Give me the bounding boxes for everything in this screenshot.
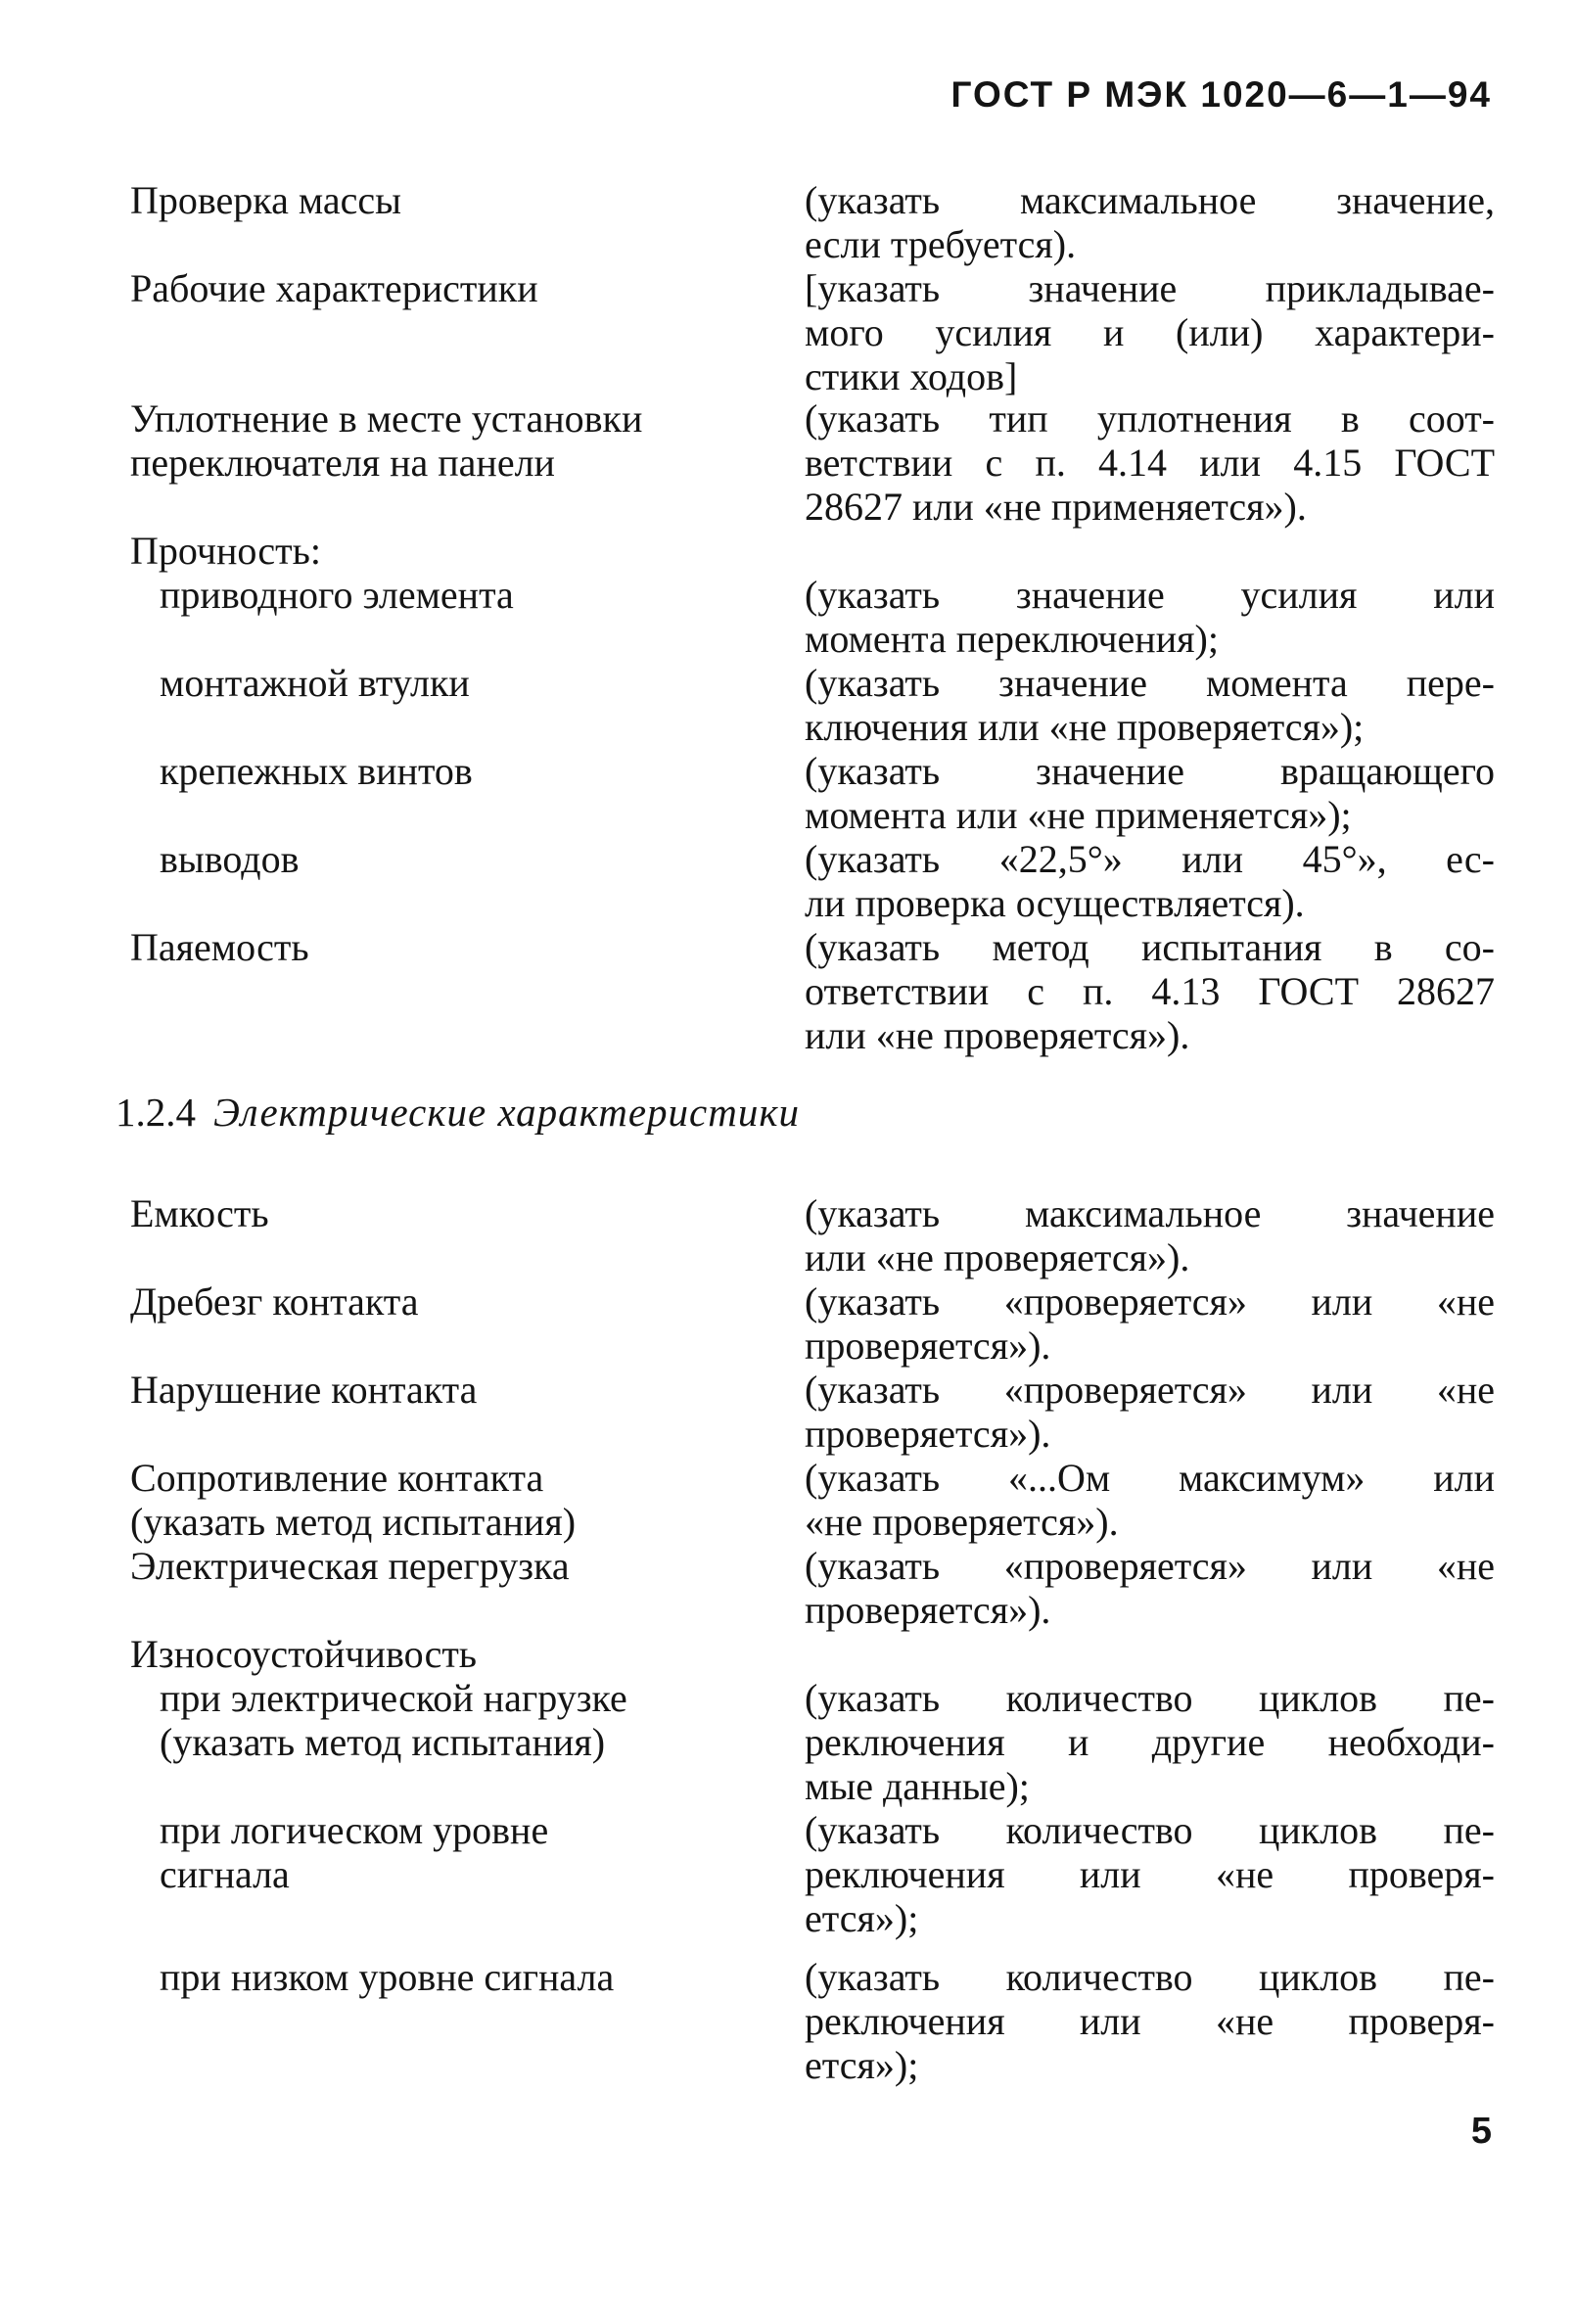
row-right-low-level: (указать количество циклов пе- реключения или «не проверя- ется»); bbox=[805, 1955, 1495, 2087]
row-right-solderability: (указать метод испытания в со- ответствии с п. 4.13 ГОСТ 28627 или «не проверяется»). bbox=[805, 925, 1495, 1057]
row-right-bounce: (указать «проверяется» или «не проверяется»). bbox=[805, 1279, 1495, 1368]
row-left-operating: Рабочие характеристики bbox=[130, 266, 538, 310]
row-left-actuator: приводного элемента bbox=[130, 573, 514, 617]
page-number: 5 bbox=[1470, 2111, 1492, 2152]
row-left-electrical-load: при электрической нагрузке (указать метод испытания) bbox=[130, 1676, 627, 1764]
row-left-mass: Проверка массы bbox=[130, 178, 402, 222]
row-right-screws: (указать значение вращающего момента или «не применяется»); bbox=[805, 749, 1495, 837]
row-right-operating: [указать значение прикладывае- мого усилия и (или) характери- стики ходов] bbox=[805, 266, 1495, 398]
row-left-terminals: выводов bbox=[130, 837, 300, 881]
row-left-endurance: Износоустойчивость bbox=[130, 1632, 478, 1676]
row-left-overload: Электрическая перегрузка bbox=[130, 1544, 570, 1588]
section-number: 1.2.4 bbox=[116, 1090, 196, 1135]
row-right-electrical-load: (указать количество циклов пе- реключения и другие необходи- мые данные); bbox=[805, 1676, 1495, 1808]
row-left-sealing: Уплотнение в месте установки переключателя на панели bbox=[130, 396, 643, 485]
row-left-resistance: Сопротивление контакта (указать метод испытания) bbox=[130, 1456, 577, 1544]
row-left-low-level: при низком уровне сигнала bbox=[130, 1955, 615, 1999]
row-left-strength: Прочность: bbox=[130, 529, 321, 573]
row-right-disturbance: (указать «проверяется» или «не проверяется»). bbox=[805, 1368, 1495, 1456]
row-left-bounce: Дребезг контакта bbox=[130, 1279, 419, 1324]
row-left-bushing: монтажной втулки bbox=[130, 661, 470, 705]
section-heading bbox=[116, 1089, 800, 1136]
row-right-logic-level: (указать количество циклов пе- реключения или «не проверя- ется»); bbox=[805, 1808, 1495, 1940]
row-left-disturbance: Нарушение контакта bbox=[130, 1368, 478, 1412]
row-right-terminals: (указать «22,5°» или 45°», ес- ли проверка осуществляется). bbox=[805, 837, 1495, 925]
row-right-capacitance: (указать максимальное значение или «не проверяется»). bbox=[805, 1191, 1495, 1279]
row-right-actuator: (указать значение усилия или момента переключения); bbox=[805, 573, 1495, 661]
row-left-logic-level: при логическом уровне сигнала bbox=[130, 1808, 549, 1896]
row-right-bushing: (указать значение момента пере- ключения или «не проверяется»); bbox=[805, 661, 1495, 749]
section-title: Электрические характеристики bbox=[213, 1090, 801, 1135]
row-right-sealing: (указать тип уплотнения в соот- ветствии с п. 4.14 или 4.15 ГОСТ 28627 или «не применяется»). bbox=[805, 396, 1495, 529]
document-header: ГОСТ Р МЭК 1020—6—1—94 bbox=[950, 74, 1492, 115]
row-left-solderability: Паяемость bbox=[130, 925, 309, 969]
row-right-mass: (указать максимальное значение, если требуется). bbox=[805, 178, 1495, 266]
row-left-capacitance: Емкость bbox=[130, 1191, 269, 1235]
row-left-screws: крепежных винтов bbox=[130, 749, 473, 793]
row-right-overload: (указать «проверяется» или «не проверяется»). bbox=[805, 1544, 1495, 1632]
row-right-resistance: (указать «...Ом максимум» или «не проверяется»). bbox=[805, 1456, 1495, 1544]
